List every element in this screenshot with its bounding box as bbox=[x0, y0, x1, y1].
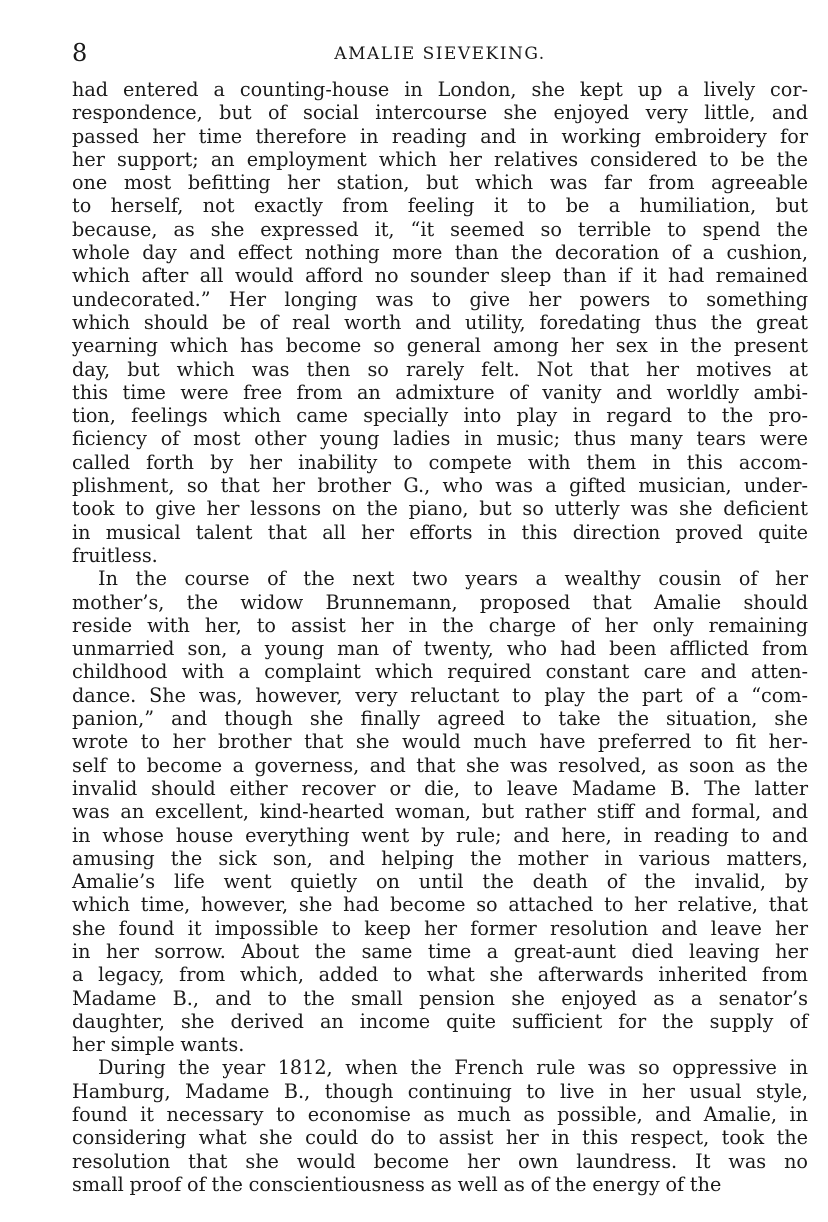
page-header bbox=[72, 38, 808, 78]
text-line: tion, feelings which came specially into play in regard to the pro- bbox=[72, 404, 808, 428]
text-line: ficiency of most other young ladies in music; thus many tears were bbox=[72, 427, 808, 451]
text-line: took to give her lessons on the piano, but so utterly was she deficient bbox=[72, 497, 808, 521]
text-line: resolution that she would become her own laundress. It was no bbox=[72, 1149, 808, 1173]
text-line: Hamburg, Madame B., though continuing to live in her usual style, bbox=[72, 1079, 808, 1103]
text-line: in musical talent that all her efforts in this direction proved quite bbox=[72, 520, 808, 544]
text-line: whole day and effect nothing more than the decoration of a cushion, bbox=[72, 241, 808, 265]
text-line: undecorated.” Her longing was to give her powers to something bbox=[72, 287, 808, 311]
text-line: in her sorrow. About the same time a great-aunt died leaving her bbox=[72, 939, 808, 963]
running-title: AMALIE SIEVEKING. bbox=[334, 44, 546, 64]
text-line: her simple wants. bbox=[72, 1033, 245, 1057]
paragraph bbox=[72, 1056, 808, 1196]
text-line: reside with her, to assist her in the charge of her only remaining bbox=[72, 613, 808, 637]
text-line: her support; an employment which her relatives considered to be the bbox=[72, 147, 808, 171]
text-line: Madame B., and to the small pension she enjoyed as a senator’s bbox=[72, 986, 808, 1010]
text-line: small proof of the conscientiousness as well as of the energy of the bbox=[72, 1172, 722, 1196]
body-text bbox=[72, 78, 808, 1196]
text-line: called forth by her inability to compete with them in this accom- bbox=[72, 450, 808, 474]
text-line: In the course of the next two years a wealthy cousin of her bbox=[98, 567, 808, 591]
text-line: because, as she expressed it, “it seemed so terrible to spend the bbox=[72, 217, 808, 241]
paragraph bbox=[72, 78, 808, 567]
text-line: yearning which has become so general among her sex in the present bbox=[72, 334, 808, 358]
text-line: was an excellent, kind-hearted woman, but rather stiff and formal, and bbox=[72, 800, 808, 824]
text-line: she found it impossible to keep her former resolution and leave her bbox=[72, 916, 808, 940]
text-line: one most befitting her station, but which was far from agreeable bbox=[72, 171, 808, 195]
paragraphs bbox=[72, 78, 808, 1196]
text-line: this time were free from an admixture of vanity and worldly ambi- bbox=[72, 380, 808, 404]
text-line: wrote to her brother that she would much have preferred to fit her- bbox=[72, 730, 808, 754]
text-line: Amalie’s life went quietly on until the death of the invalid, by bbox=[72, 870, 808, 894]
text-line: a legacy, from which, added to what she afterwards inherited from bbox=[72, 963, 808, 987]
text-line: amusing the sick son, and helping the mother in various matters, bbox=[72, 846, 808, 870]
text-line: had entered a counting-house in London, she kept up a lively cor- bbox=[72, 78, 808, 101]
text-line: self to become a governess, and that she was resolved, as soon as the bbox=[72, 753, 808, 777]
text-line: which time, however, she had become so attached to her relative, that bbox=[72, 893, 808, 917]
text-line: to herself, not exactly from feeling it to be a humiliation, but bbox=[72, 194, 808, 218]
text-line: considering what she could do to assist her in this respect, took the bbox=[72, 1126, 808, 1150]
text-line: daughter, she derived an income quite sufficient for the supply of bbox=[72, 1009, 808, 1033]
text-line: invalid should either recover or die, to leave Madame B. The latter bbox=[72, 776, 808, 800]
text-line: respondence, but of social intercourse she enjoyed very little, and bbox=[72, 101, 808, 125]
text-line: childhood with a complaint which required constant care and atten- bbox=[72, 660, 808, 684]
text-line: passed her time therefore in reading and in working embroidery for bbox=[72, 124, 808, 148]
paragraph bbox=[72, 567, 808, 1056]
book-page bbox=[72, 38, 808, 1196]
text-line: in whose house everything went by rule; and here, in reading to and bbox=[72, 823, 808, 847]
text-line: mother’s, the widow Brunnemann, proposed that Amalie should bbox=[72, 590, 808, 614]
text-line: found it necessary to economise as much as possible, and Amalie, in bbox=[72, 1103, 808, 1127]
page-number: 8 bbox=[72, 39, 88, 67]
text-line: day, but which was then so rarely felt. Not that her motives at bbox=[72, 357, 808, 381]
text-line: plishment, so that her brother G., who was a gifted musician, under- bbox=[72, 474, 808, 498]
text-line: dance. She was, however, very reluctant to play the part of a “com- bbox=[72, 683, 808, 707]
text-line: which should be of real worth and utility, foredating thus the great bbox=[72, 310, 808, 334]
text-line: fruitless. bbox=[72, 543, 158, 567]
text-line: During the year 1812, when the French rule was so oppressive in bbox=[98, 1056, 808, 1080]
text-line: which after all would afford no sounder sleep than if it had remained bbox=[72, 264, 808, 288]
text-line: panion,” and though she finally agreed to take the situation, she bbox=[72, 707, 808, 731]
text-line: unmarried son, a young man of twenty, who had been afflicted from bbox=[72, 637, 808, 661]
